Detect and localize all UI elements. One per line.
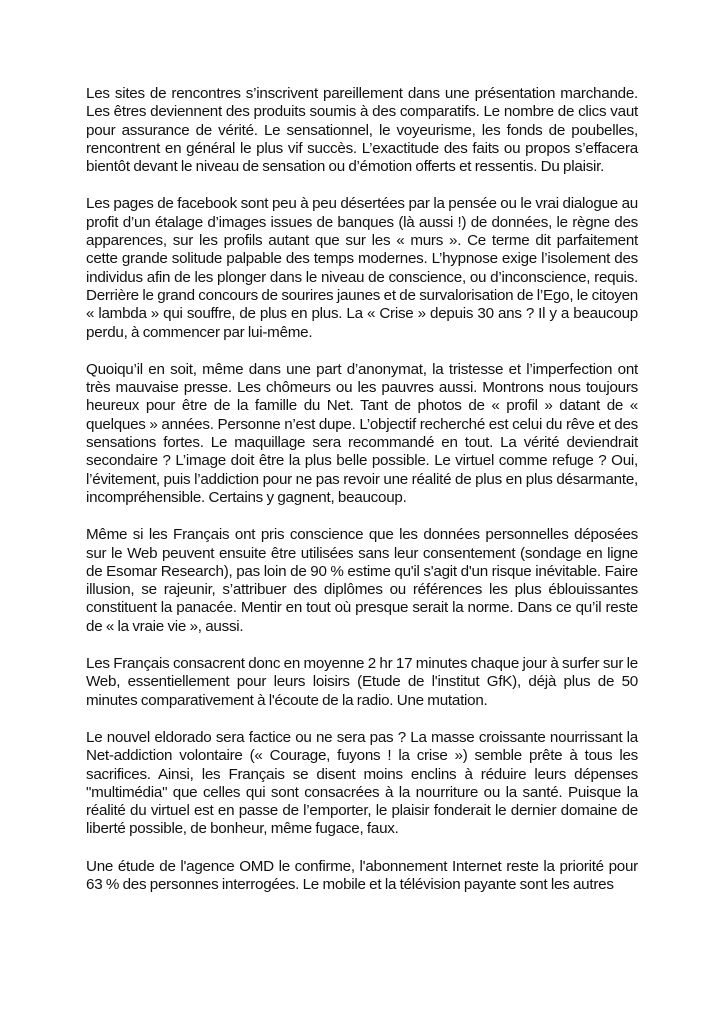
paragraph-omd-study: Une étude de l'agence OMD le confirme, l'abonnement Internet reste la priorité pour 63 % des personnes interrogées. Le mobile et la télévision payante sont les autres [86,857,638,893]
paragraph-anonymity: Quoiqu’il en soit, même dans une part d’anonymat, la tristesse et l’imperfection ont très mauvaise presse. Les chômeurs ou les pauvres aussi. Montrons nous toujours heureux pour être de la famille du Net. Tant de photos de « profil » datant de « quelques » années. Personne n’est dupe. L’objectif recherché est celui du rêve et des sensations fortes. Le maquillage sera recommandé en tout. La vérité deviendrait secondaire ? L’image doit être la plus belle possible. Le virtuel comme refuge ? Oui, l’évitement, puis l’addiction pour ne pas revoir une réalité de plus en plus désarmante, incompréhensible. Certains y gagnent, beaucoup. [86,360,638,506]
paragraph-facebook: Les pages de facebook sont peu à peu désertées par la pensée ou le vrai dialogue au profit d’un étalage d’images issues de banques (là aussi !) de données, le règne des apparences, sur les profils autant que sur les « murs ». Ce terme dit parfaitement cette grande solitude palpable des temps modernes. L’hypnose exige l’isolement des individus afin de les plonger dans le niveau de conscience, ou d’inconscience, requis. Derrière le grand concours de sourires jaunes et de survalorisation de l’Ego, le citoyen « lambda » qui souffre, de plus en plus. La « Crise » depuis 30 ans ? Il y a beaucoup perdu, à commencer par lui-même. [86,195,638,341]
paragraph-web-time: Les Français consacrent donc en moyenne 2 hr 17 minutes chaque jour à surfer sur le Web, essentiellement pour leurs loisirs (Etude de l'institut GfK), déjà plus de 50 minutes comparativement à l'écoute de la radio. Une mutation. [86,655,638,709]
paragraph-personal-data: Même si les Français ont pris conscience que les données personnelles déposées sur le Web peuvent ensuite être utilisées sans leur consentement (sondage en ligne de Esomar Research), pas loin de 90 % estime qu'il s'agit d'un risque inévitable. Faire illusion, se rajeunir, s’attribuer des diplômes ou références les plus éblouissantes constituent la panacée. Mentir en tout où presque serait la norme. Dans ce qu’il reste de « la vraie vie », aussi. [86,526,638,635]
paragraph-dating-sites: Les sites de rencontres s’inscrivent pareillement dans une présentation marchande. Les êtres deviennent des produits soumis à des comparatifs. Le nombre de clics vaut pour assurance de vérité. Le sensationnel, le voyeurisme, les fonds de poubelles, rencontrent en général le plus vif succès. L’exactitude des faits ou propos s’effacera bientôt devant le niveau de sensation ou d’émotion offerts et ressentis. Du plaisir. [86,85,638,176]
paragraph-eldorado: Le nouvel eldorado sera factice ou ne sera pas ? La masse croissante nourrissant la Net-addiction volontaire (« Courage, fuyons ! la crise ») semble prête à tous les sacrifices. Ainsi, les Français se disent moins enclins à réduire leurs dépenses "multimédia" que celles qui sont consacrées à la nourriture ou la santé. Puisque la réalité du virtuel est en passe de l’emporter, le plaisir fonderait le dernier domaine de liberté possible, de bonheur, même fugace, faux. [86,728,638,838]
document-page [86,85,638,913]
